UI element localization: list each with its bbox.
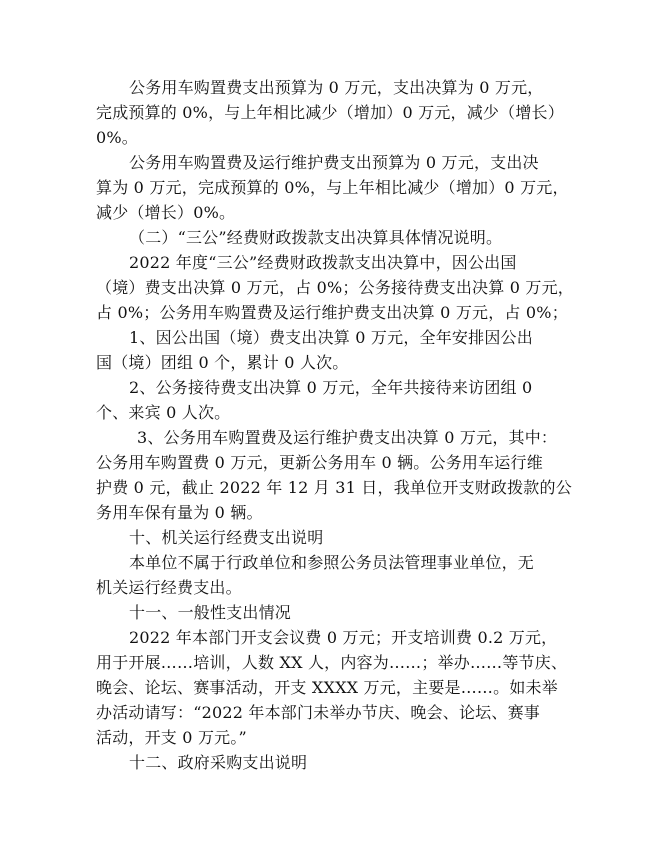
text-line-10: 占 0%；公务用车购置费及运行维护费支出决算 0 万元，占 0%；	[96, 303, 568, 322]
section-heading-three-public-expenses: （二）“三公”经费财政拨款支出决算具体情况说明。	[129, 228, 503, 247]
text-line-9: （境）费支出决算 0 万元，占 0%；公务接待费支出决算 0 万元，	[96, 278, 574, 297]
text-line-11: 1、因公出国（境）费支出决算 0 万元，全年安排因公出	[129, 328, 533, 347]
text-line-16: 公务用车购置费 0 万元，更新公务用车 0 辆。公务用车运行维	[96, 453, 543, 472]
text-line-2: 完成预算的 0%，与上年相比减少（增加）0 万元，减少（增长）	[96, 103, 564, 122]
text-line-21: 机关运行经费支出。	[96, 578, 242, 597]
text-line-12: 国（境）团组 0 个，累计 0 人次。	[96, 353, 349, 372]
text-line-26: 办活动请写：“2022 年本部门未举办节庆、晚会、论坛、赛事	[96, 703, 540, 722]
text-line-3: 0%。	[96, 128, 138, 147]
text-line-14: 个、来宾 0 人次。	[96, 403, 231, 422]
text-line-15: 3、公务用车购置费及运行维护费支出决算 0 万元，其中：	[137, 428, 558, 447]
text-line-8: 2022 年度“三公”经费财政拨款支出决算中，因公出国	[129, 253, 517, 272]
text-line-20: 本单位不属于行政单位和参照公务员法管理事业单位，无	[129, 553, 535, 572]
text-line-1: 公务用车购置费支出预算为 0 万元，支出决算为 0 万元，	[129, 78, 544, 97]
text-line-13: 2、公务接待费支出决算 0 万元，全年共接待来访团组 0	[129, 378, 533, 397]
text-line-4: 公务用车购置费及运行维护费支出预算为 0 万元，支出决	[129, 153, 539, 172]
text-line-23: 2022 年本部门开支会议费 0 万元；开支培训费 0.2 万元，	[129, 628, 558, 647]
text-line-25: 晚会、论坛、赛事活动，开支 XXXX 万元，主要是……。如未举	[96, 678, 558, 697]
section-heading-10: 十、机关运行经费支出说明	[129, 528, 324, 547]
text-line-5: 算为 0 万元，完成预算的 0%，与上年相比减少（增加）0 万元，	[96, 178, 569, 197]
text-line-27: 活动，开支 0 万元。”	[96, 728, 247, 747]
text-line-17: 护费 0 元，截止 2022 年 12 月 31 日，我单位开支财政拨款的公	[96, 478, 572, 497]
text-line-18: 务用车保有量为 0 辆。	[96, 503, 263, 522]
section-heading-12: 十二、政府采购支出说明	[129, 753, 308, 772]
text-line-24: 用于开展……培训，人数 XX 人，内容为……；举办……等节庆、	[96, 653, 568, 672]
section-heading-11: 十一、一般性支出情况	[129, 603, 292, 622]
text-line-6: 减少（增长）0%。	[96, 203, 236, 222]
